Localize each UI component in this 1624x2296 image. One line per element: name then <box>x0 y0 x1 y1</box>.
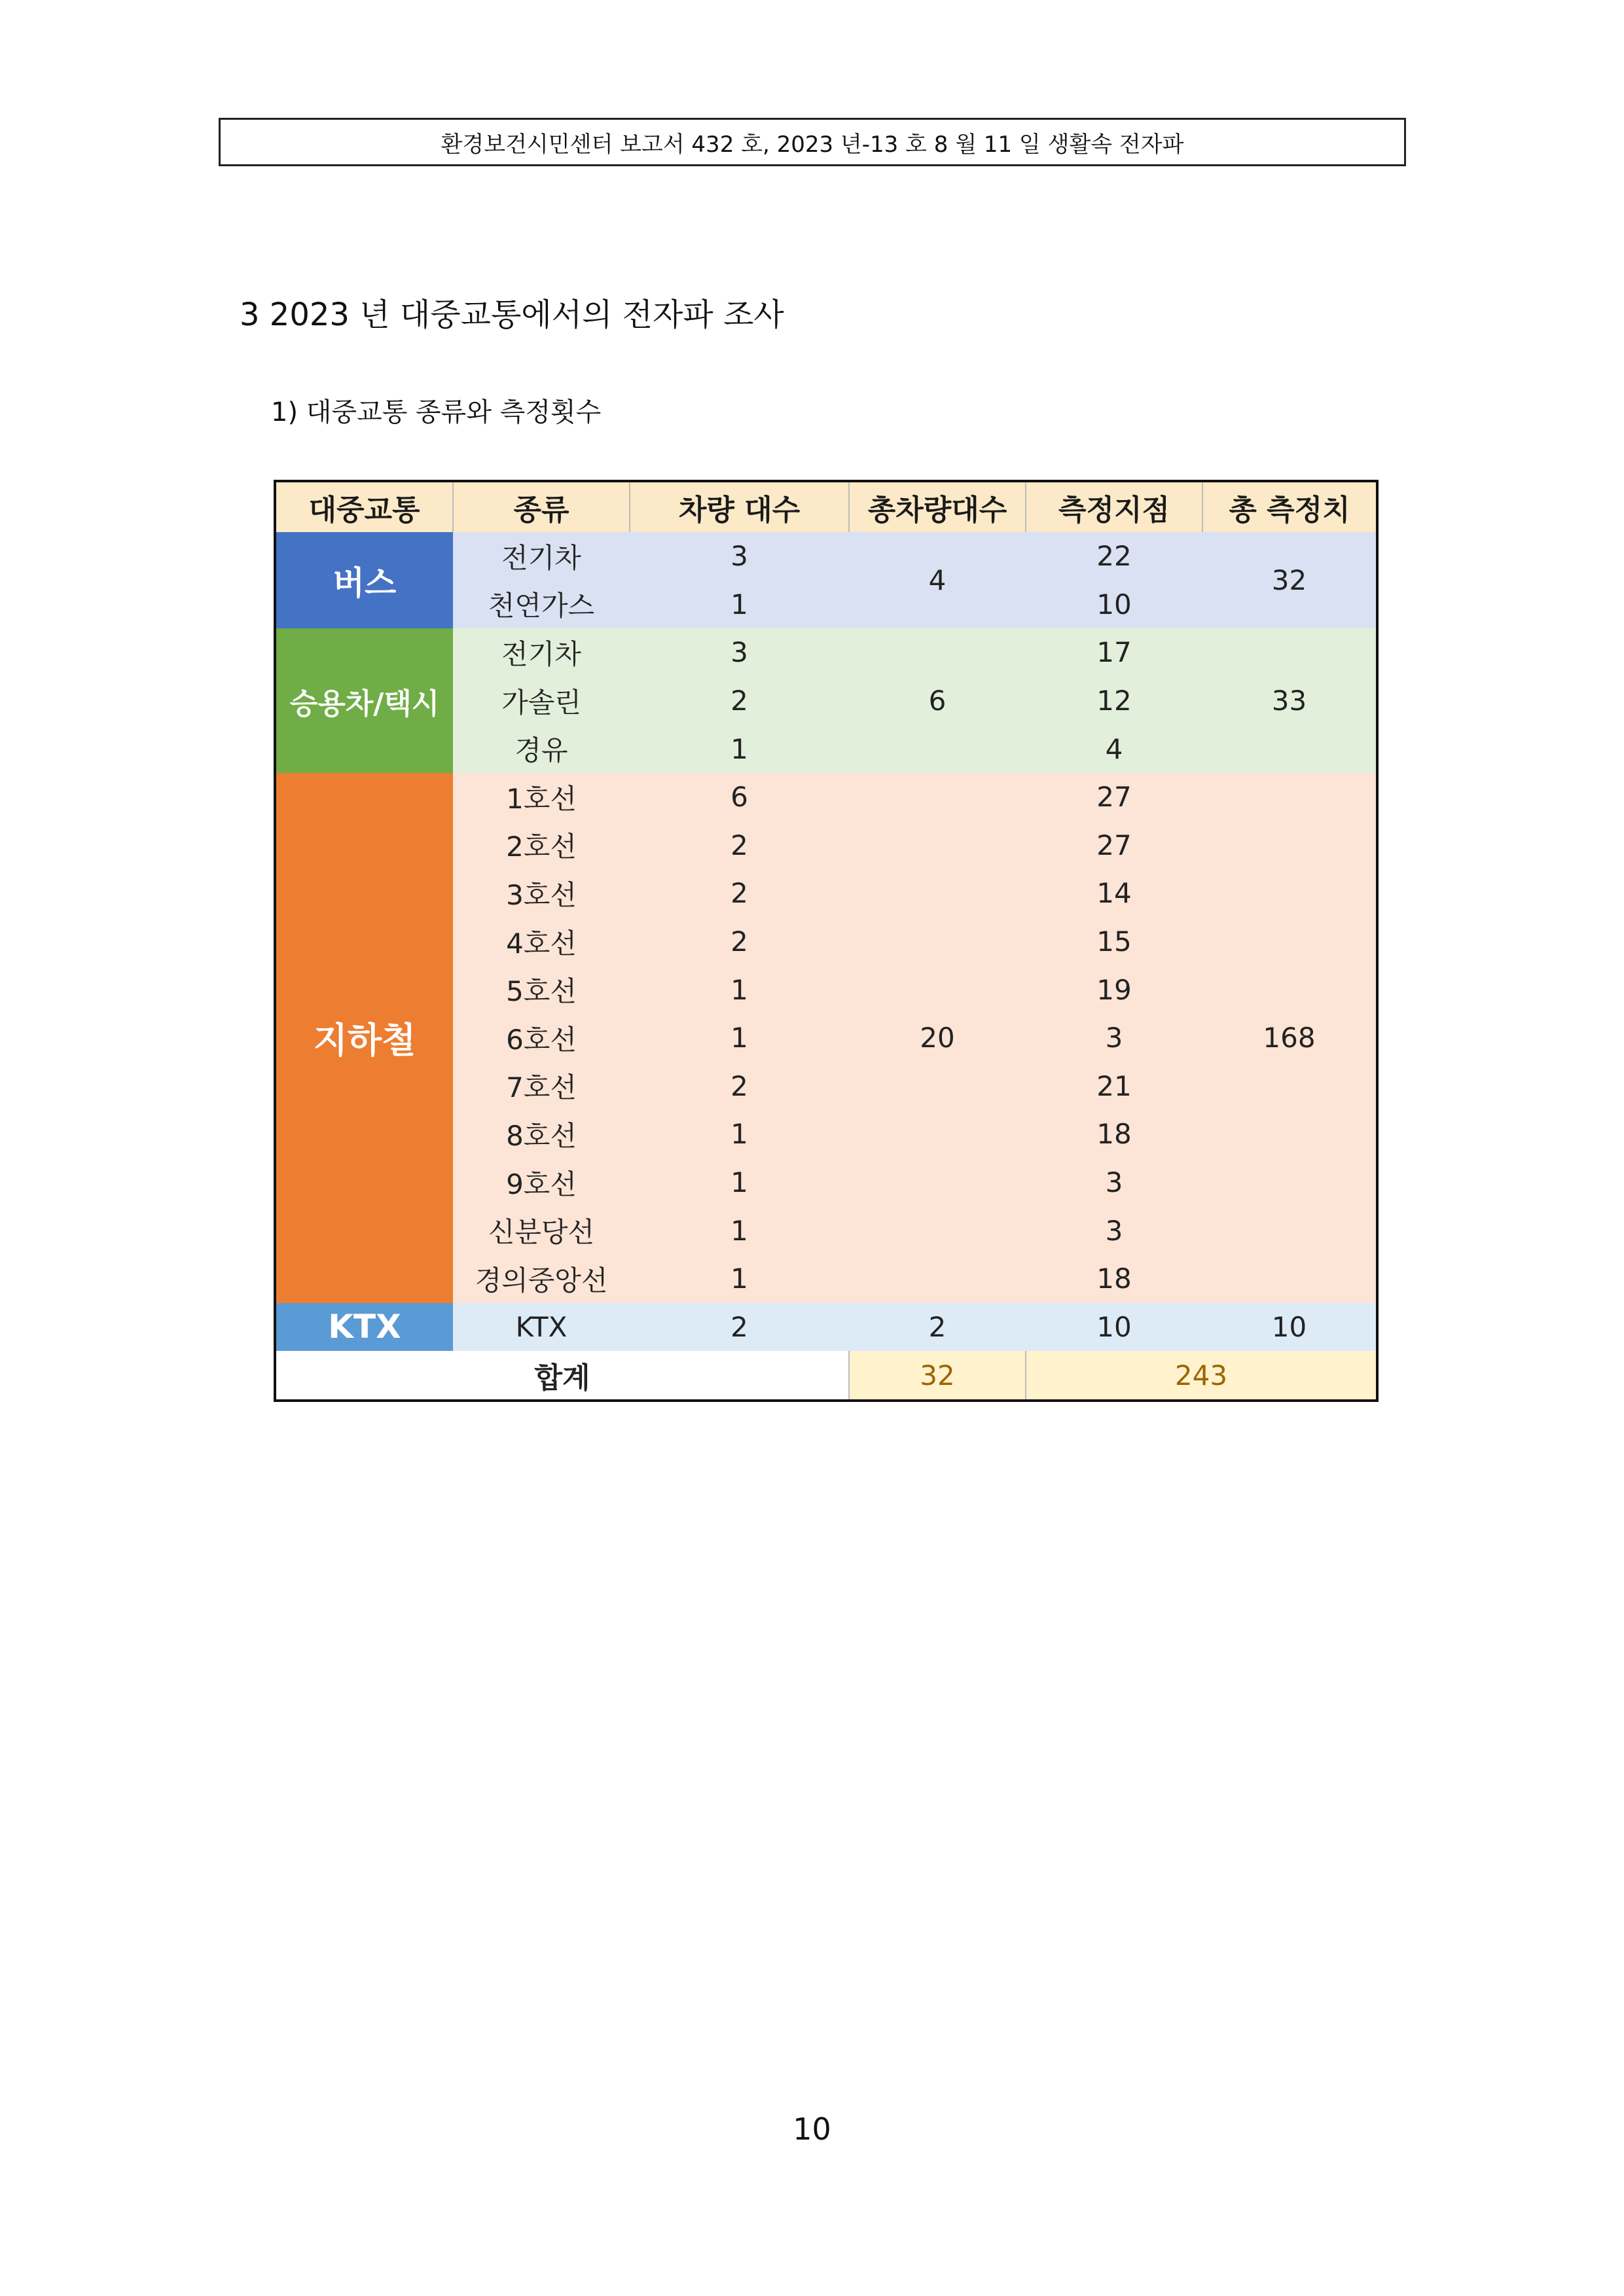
table-row <box>275 628 1377 677</box>
points-cell: 27 <box>1026 773 1202 821</box>
type-cell: 2호선 <box>453 821 630 870</box>
col-header-measurement-points: 측정지점 <box>1026 481 1202 532</box>
points-cell: 27 <box>1026 821 1202 870</box>
type-cell: 신분당선 <box>453 1206 630 1255</box>
vehicle-count-cell: 2 <box>630 1303 849 1352</box>
total-vehicles-cell: 6 <box>849 628 1026 773</box>
vehicle-count-cell: 2 <box>630 918 849 966</box>
type-cell: 전기차 <box>453 628 630 677</box>
col-header-type: 종류 <box>453 481 630 532</box>
type-cell: 가솔린 <box>453 677 630 725</box>
type-cell: 5호선 <box>453 965 630 1014</box>
col-header-vehicle-count: 차량 대수 <box>630 481 849 532</box>
points-cell: 10 <box>1026 581 1202 629</box>
points-cell: 15 <box>1026 918 1202 966</box>
total-measurements-cell: 10 <box>1202 1303 1377 1352</box>
type-cell: 천연가스 <box>453 581 630 629</box>
vehicle-count-cell: 1 <box>630 1158 849 1207</box>
total-measurements-cell: 32 <box>1202 532 1377 628</box>
points-cell: 12 <box>1026 677 1202 725</box>
subsection-title: 1) 대중교통 종류와 측정횟수 <box>271 397 602 427</box>
points-cell: 17 <box>1026 628 1202 677</box>
group-cell-subway: 지하철 <box>275 773 453 1303</box>
points-cell: 22 <box>1026 532 1202 581</box>
vehicle-count-cell: 2 <box>630 677 849 725</box>
points-cell: 3 <box>1026 1206 1202 1255</box>
vehicle-count-cell: 3 <box>630 532 849 581</box>
points-cell: 4 <box>1026 725 1202 773</box>
page-number: 10 <box>793 2111 831 2147</box>
vehicle-count-cell: 1 <box>630 1014 849 1062</box>
type-cell: 6호선 <box>453 1014 630 1062</box>
vehicle-count-cell: 2 <box>630 821 849 870</box>
report-header-text: 환경보건시민센터 보고서 432 호, 2023 년-13 호 8 월 11 일 생활속 전자파 <box>441 131 1184 158</box>
total-vehicles-cell: 2 <box>849 1303 1026 1352</box>
col-header-total-vehicles: 총차량대수 <box>849 481 1026 532</box>
vehicle-count-cell: 1 <box>630 581 849 629</box>
transport-measurement-table <box>274 480 1379 1402</box>
points-cell: 18 <box>1026 1110 1202 1158</box>
type-cell: 경유 <box>453 725 630 773</box>
table-row <box>275 1303 1377 1352</box>
points-cell: 3 <box>1026 1014 1202 1062</box>
type-cell: 7호선 <box>453 1062 630 1111</box>
type-cell: 8호선 <box>453 1110 630 1158</box>
vehicle-count-cell: 1 <box>630 965 849 1014</box>
table-total-row <box>275 1351 1377 1401</box>
vehicle-count-cell: 3 <box>630 628 849 677</box>
col-header-transport: 대중교통 <box>275 481 453 532</box>
table-row <box>275 773 1377 821</box>
points-cell: 21 <box>1026 1062 1202 1111</box>
points-cell: 18 <box>1026 1255 1202 1303</box>
vehicle-count-cell: 2 <box>630 869 849 918</box>
type-cell: 9호선 <box>453 1158 630 1207</box>
type-cell: 전기차 <box>453 532 630 581</box>
vehicle-count-cell: 2 <box>630 1062 849 1111</box>
points-cell: 14 <box>1026 869 1202 918</box>
type-cell: 3호선 <box>453 869 630 918</box>
total-measurements-sum: 243 <box>1026 1351 1377 1401</box>
total-vehicles-cell: 20 <box>849 773 1026 1303</box>
type-cell: 1호선 <box>453 773 630 821</box>
vehicle-count-cell: 1 <box>630 1255 849 1303</box>
group-cell-ktx: KTX <box>275 1303 453 1352</box>
table-row <box>275 532 1377 581</box>
group-cell-bus: 버스 <box>275 532 453 628</box>
vehicle-count-cell: 1 <box>630 725 849 773</box>
type-cell: KTX <box>453 1303 630 1352</box>
points-cell: 10 <box>1026 1303 1202 1352</box>
vehicle-count-cell: 1 <box>630 1206 849 1255</box>
type-cell: 4호선 <box>453 918 630 966</box>
table-header-row <box>275 481 1377 532</box>
vehicle-count-cell: 6 <box>630 773 849 821</box>
vehicle-count-cell: 1 <box>630 1110 849 1158</box>
total-label: 합계 <box>275 1351 849 1401</box>
total-measurements-cell: 168 <box>1202 773 1377 1303</box>
transport-measurement-table-wrap <box>274 480 1376 1402</box>
col-header-total-measurements: 총 측정치 <box>1202 481 1377 532</box>
points-cell: 19 <box>1026 965 1202 1014</box>
report-header <box>219 118 1406 166</box>
type-cell: 경의중앙선 <box>453 1255 630 1303</box>
total-measurements-cell: 33 <box>1202 628 1377 773</box>
total-vehicles-cell: 4 <box>849 532 1026 628</box>
points-cell: 3 <box>1026 1158 1202 1207</box>
total-vehicles-sum: 32 <box>849 1351 1026 1401</box>
section-title: 3 2023 년 대중교통에서의 전자파 조사 <box>240 296 784 333</box>
group-cell-car-taxi: 승용차/택시 <box>275 628 453 773</box>
